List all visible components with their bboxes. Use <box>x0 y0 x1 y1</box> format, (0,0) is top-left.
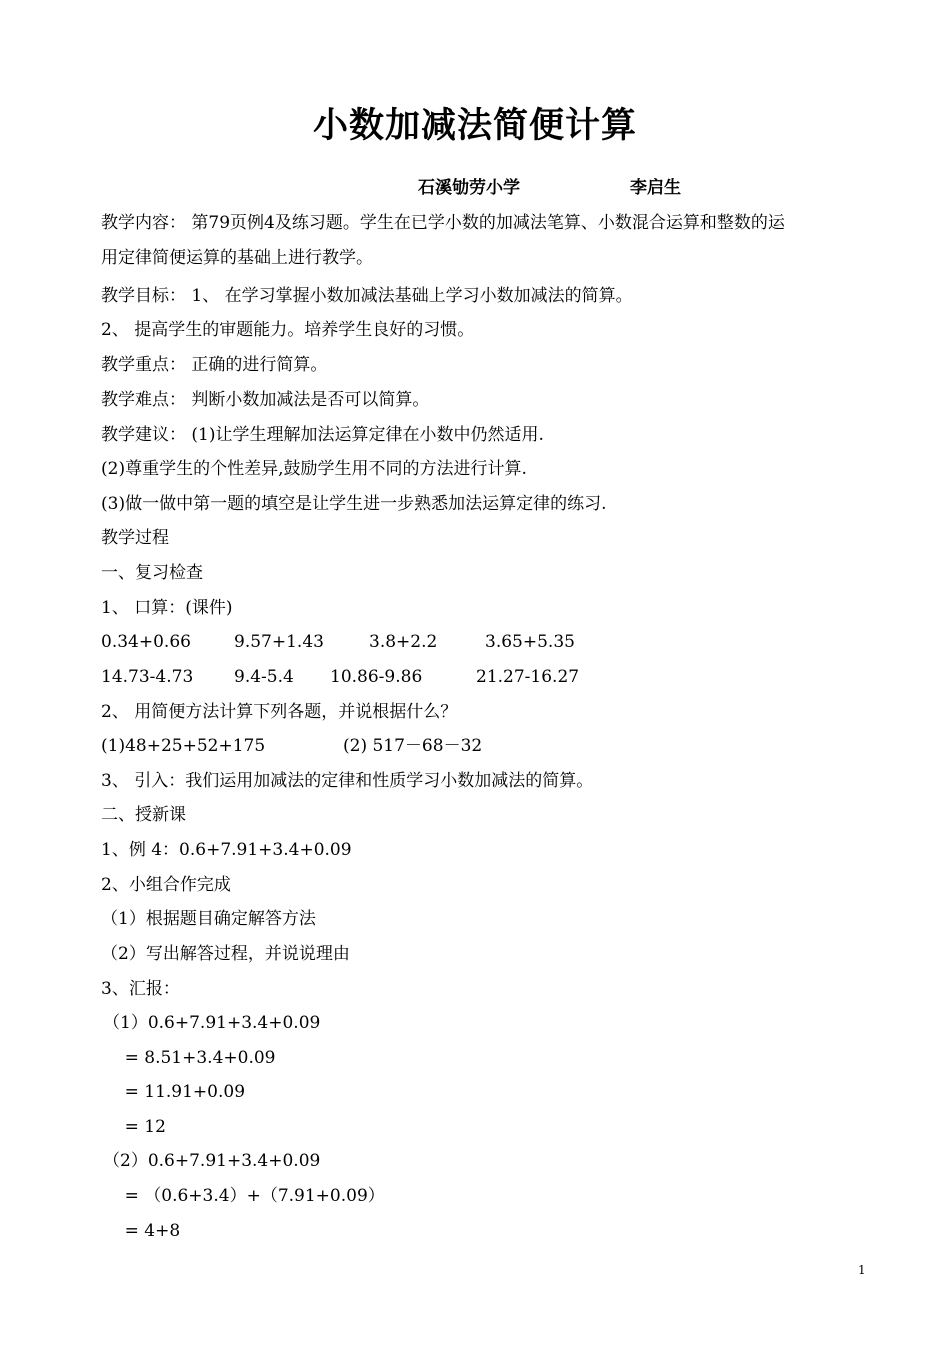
content-line: （1）根据题目确定解答方法 <box>101 909 316 929</box>
suggestion-line: 教学建议： (1)让学生理解加法运算定律在小数中仍然适用. <box>101 425 544 445</box>
solution-line: = 4+8 <box>103 1221 181 1241</box>
page-number: 1 <box>858 1263 866 1277</box>
section-heading: 一、复习检查 <box>101 563 203 583</box>
section-heading: 教学过程 <box>101 528 169 548</box>
oral-problem: 9.4-5.4 <box>234 667 294 687</box>
content-line: 用定律简便运算的基础上进行教学。 <box>101 248 373 268</box>
oral-problem: 21.27-16.27 <box>476 667 580 687</box>
content-line: 3、 引入：我们运用加减法的定律和性质学习小数加减法的简算。 <box>101 771 594 791</box>
school-name: 石溪劬劳小学 <box>418 178 520 198</box>
simplify-problem: (1)48+25+52+175 <box>101 736 266 756</box>
content-line: 2、 用简便方法计算下列各题，并说根据什么？ <box>101 702 458 722</box>
solution-line: = 12 <box>103 1117 166 1137</box>
oral-problem: 3.8+2.2 <box>369 632 438 652</box>
oral-problem: 3.65+5.35 <box>485 632 575 652</box>
author-name: 李启生 <box>630 178 681 198</box>
simplify-problem: (2) 517－68－32 <box>343 736 483 756</box>
solution-line: （2）0.6+7.91+3.4+0.09 <box>103 1151 321 1171</box>
suggestion-line: (3)做一做中第一题的填空是让学生进一步熟悉加法运算定律的练习. <box>101 494 607 514</box>
section-heading: 二、授新课 <box>101 805 186 825</box>
key-point-line: 教学重点： 正确的进行简算。 <box>101 355 328 375</box>
oral-problem: 9.57+1.43 <box>234 632 324 652</box>
content-line: 教学内容： 第79页例4及练习题。学生在已学小数的加减法笔算、小数混合运算和整数的运 <box>101 213 785 233</box>
content-line: 3、汇报： <box>101 979 180 999</box>
solution-line: = 11.91+0.09 <box>103 1082 246 1102</box>
content-line: 1、 口算：(课件) <box>101 598 233 618</box>
oral-problem: 0.34+0.66 <box>101 632 191 652</box>
content-line: 2、小组合作完成 <box>101 875 231 895</box>
objective-line: 2、 提高学生的审题能力。培养学生良好的习惯。 <box>101 320 475 340</box>
content-line: 1、例 4：0.6+7.91+3.4+0.09 <box>101 840 352 860</box>
content-line: （2）写出解答过程，并说说理由 <box>101 944 350 964</box>
page-title: 小数加减法简便计算 <box>312 106 637 146</box>
solution-line: （1）0.6+7.91+3.4+0.09 <box>103 1013 321 1033</box>
oral-problem: 14.73-4.73 <box>101 667 194 687</box>
difficulty-line: 教学难点： 判断小数加减法是否可以简算。 <box>101 390 430 410</box>
solution-line: = （0.6+3.4）+（7.91+0.09） <box>103 1186 385 1206</box>
oral-problem: 10.86-9.86 <box>330 667 423 687</box>
objective-line: 教学目标： 1、 在学习掌握小数加减法基础上学习小数加减法的简算。 <box>101 286 633 306</box>
solution-line: = 8.51+3.4+0.09 <box>103 1048 276 1068</box>
suggestion-line: (2)尊重学生的个性差异,鼓励学生用不同的方法进行计算. <box>101 459 527 479</box>
